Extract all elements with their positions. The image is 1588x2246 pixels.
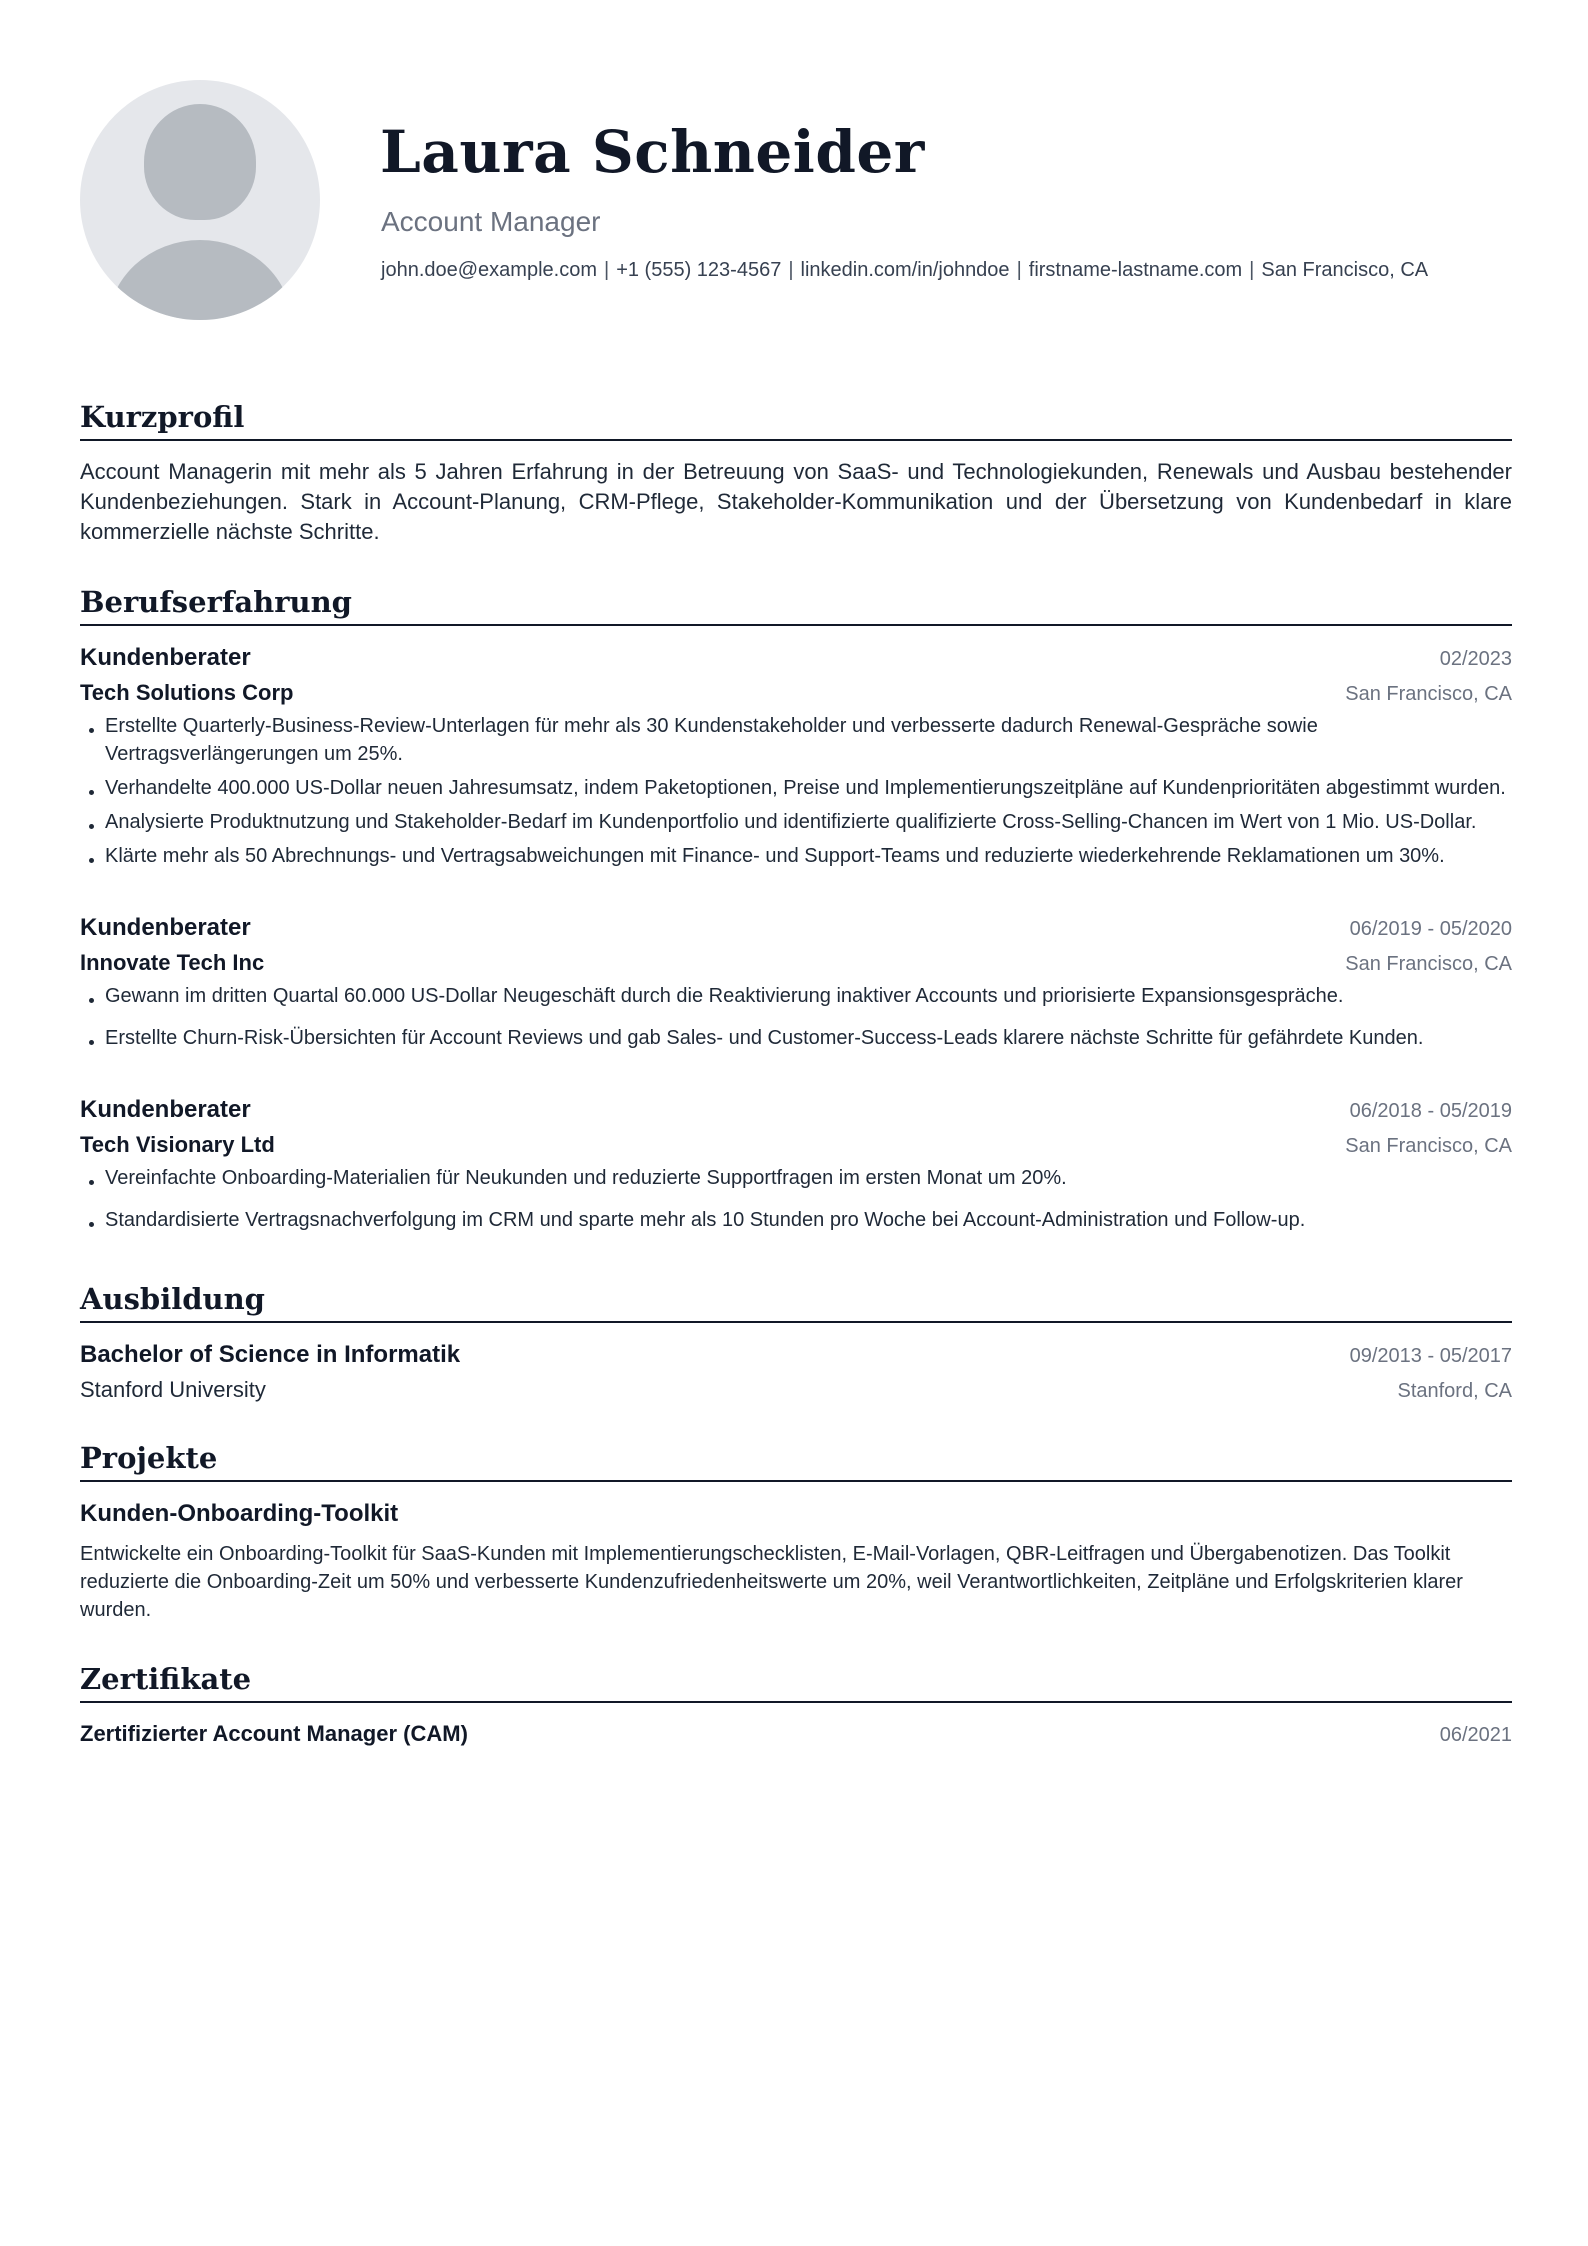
contact-separator: | [788, 259, 794, 281]
section-title-summary: Kurzprofil [80, 400, 1512, 441]
list-item: Vereinfachte Onboarding-Materialien für Neukunden und reduzierte Supportfragen im ersten Monat um 20%. [80, 1164, 1512, 1192]
list-item: Analysierte Produktnutzung und Stakeholder-Bedarf im Kundenportfolio und identifizierte qualifizierte Cross-Selling-Chancen im Wert von 1 Mio. US-Dollar. [80, 808, 1512, 836]
job-company: Tech Solutions Corp [80, 680, 294, 705]
job-header-row [80, 644, 1512, 672]
education-school-row [80, 1377, 1512, 1403]
contact-line [381, 259, 1428, 282]
job-company-row [80, 1132, 1512, 1158]
education-date: 09/2013 - 05/2017 [1349, 1345, 1512, 1367]
job-bullets [80, 1164, 1512, 1234]
job-company-row [80, 950, 1512, 976]
section-title-experience: Berufserfahrung [80, 585, 1512, 626]
contact-separator: | [603, 259, 610, 281]
contact-separator: | [1016, 259, 1022, 281]
job-header-row [80, 1096, 1512, 1124]
section-title-certificates: Zertifikate [80, 1662, 1512, 1703]
certificate-date: 06/2021 [1439, 1724, 1512, 1746]
job-header-row [80, 914, 1512, 942]
education-section [80, 1282, 1512, 1403]
summary-text: Account Managerin mit mehr als 5 Jahren Erfahrung in der Betreuung von SaaS- und Technologiekunden, Renewals und Ausbau bestehender Kundenbeziehungen. Stark in Account-Planung, CRM-Pflege, Stakeholder-Kommunikation und der Übersetzung von Kundenbedarf in klare kommerzielle nächste Schritte. [80, 459, 1512, 544]
education-school: Stanford University [80, 1377, 266, 1402]
education-header-row [80, 1341, 1512, 1369]
list-item: Erstellte Churn-Risk-Übersichten für Account Reviews und gab Sales- und Customer-Success-Leads klarere nächste Schritte für gefährdete Kunden. [80, 1024, 1512, 1052]
project-description: Entwickelte ein Onboarding-Toolkit für SaaS-Kunden mit Implementierungschecklisten, E-Mail-Vorlagen, QBR-Leitfragen und Übergabenotizen. Das Toolkit reduzierte die Onboarding-Zeit um 50% und verbesserte Kundenzufriedenheitswerte um 20%, weil Verantwortlichkeiten, Zeitpläne und Erfolgskriterien klarer wurden. [80, 1543, 1463, 1621]
resume-page [80, 0, 1512, 1747]
job-title: Kundenberater [80, 644, 251, 671]
person-name: Laura Schneider [380, 118, 925, 186]
job-company: Innovate Tech Inc [80, 950, 265, 975]
job-bullets [80, 712, 1512, 870]
section-title-projects: Projekte [80, 1441, 1512, 1482]
contact-separator: | [1249, 259, 1255, 281]
job-title: Kundenberater [80, 914, 251, 941]
list-item: Klärte mehr als 50 Abrechnungs- und Vertragsabweichungen mit Finance- und Support-Teams und reduzierte wiederkehrende Reklamationen um 30%. [80, 842, 1512, 870]
resume-header [80, 0, 1512, 400]
job-bullets [80, 982, 1512, 1052]
certificate-name: Zertifizierter Account Manager (CAM) [80, 1721, 468, 1746]
list-item: Verhandelte 400.000 US-Dollar neuen Jahresumsatz, indem Paketoptionen, Preise und Implementierungszeitpläne auf Kundenprioritäten abgestimmt wurden. [80, 774, 1512, 802]
job-entry [80, 914, 1512, 1052]
job-location: San Francisco, CA [1345, 683, 1512, 705]
contact-website[interactable]: firstname-lastname.com [1028, 259, 1243, 281]
certificates-section [80, 1662, 1512, 1747]
job-entry [80, 644, 1512, 870]
contact-phone[interactable]: +1 (555) 123-4567 [616, 259, 782, 281]
job-date: 02/2023 [1439, 648, 1512, 670]
person-role: Account Manager [381, 206, 601, 237]
list-item: Gewann im dritten Quartal 60.000 US-Dollar Neugeschäft durch die Reaktivierung inaktiver Accounts und priorisierte Expansionsgespräche. [80, 982, 1512, 1010]
job-title: Kundenberater [80, 1096, 251, 1123]
list-item: Standardisierte Vertragsnachverfolgung im CRM und sparte mehr als 10 Stunden pro Woche bei Account-Administration und Follow-up. [80, 1206, 1512, 1234]
job-date: 06/2019 - 05/2020 [1349, 918, 1512, 940]
avatar-body-icon [108, 240, 292, 320]
projects-section [80, 1441, 1512, 1624]
job-company: Tech Visionary Ltd [80, 1132, 275, 1157]
project-title: Kunden-Onboarding-Toolkit [80, 1500, 399, 1527]
summary-section [80, 400, 1512, 547]
contact-linkedin[interactable]: linkedin.com/in/johndoe [800, 259, 1010, 281]
experience-section [80, 585, 1512, 1234]
education-degree: Bachelor of Science in Informatik [80, 1341, 461, 1368]
avatar-head-icon [144, 104, 256, 220]
job-location: San Francisco, CA [1345, 1135, 1512, 1157]
section-title-education: Ausbildung [80, 1282, 1512, 1323]
list-item: Erstellte Quarterly-Business-Review-Unterlagen für mehr als 30 Kundenstakeholder und verbesserte dadurch Renewal-Gespräche sowie Vertragsverlängerungen um 25%. [80, 712, 1512, 768]
job-date: 06/2018 - 05/2019 [1349, 1100, 1512, 1122]
education-location: Stanford, CA [1397, 1380, 1512, 1402]
certificate-row [80, 1721, 1512, 1747]
job-company-row [80, 680, 1512, 706]
contact-location: San Francisco, CA [1261, 259, 1429, 281]
job-entry [80, 1096, 1512, 1234]
job-location: San Francisco, CA [1345, 953, 1512, 975]
avatar [80, 80, 320, 320]
contact-email[interactable]: john.doe@example.com [381, 259, 597, 281]
